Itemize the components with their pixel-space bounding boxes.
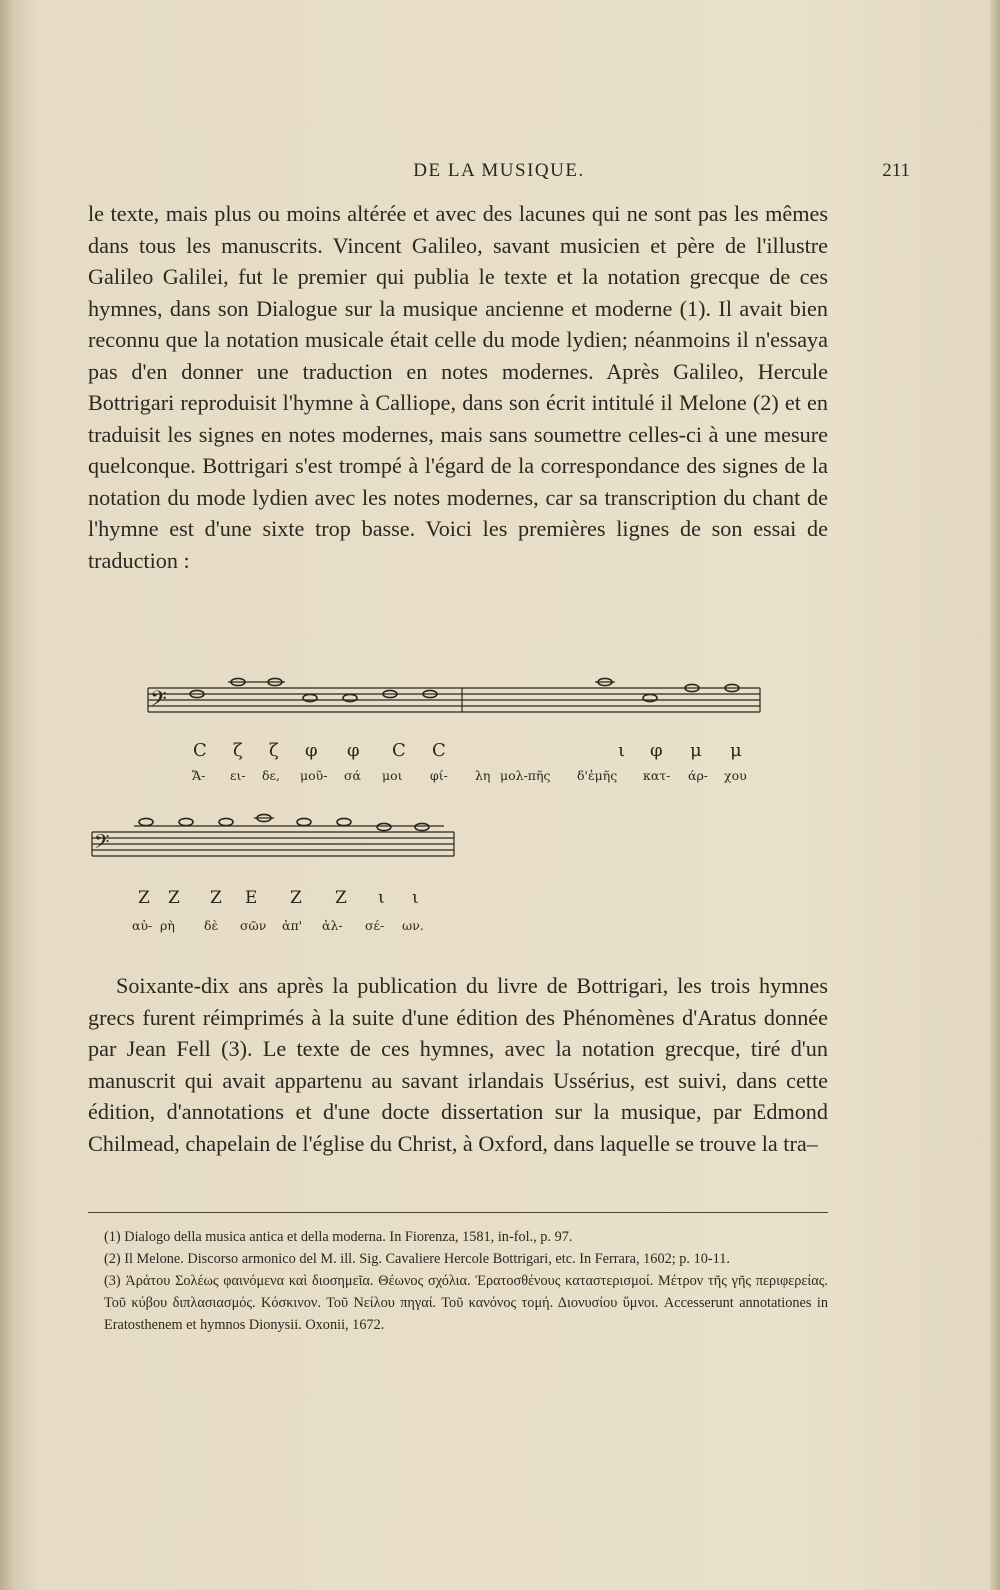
notation-sign: Z: [168, 888, 180, 908]
notation-signs-line-2: [0, 888, 1000, 910]
lyric-syllable: σέ-: [365, 918, 385, 933]
paragraph-1-text: le texte, mais plus ou moins altérée et avec des lacunes qui ne sont pas les mêmes dans tous les manuscrits. Vincent Galileo, savant musicien et père de l'illustre Galileo Galilei, fut le premier qui publia le texte et la notation grecque de ces hymnes, dans son Dialogue sur la musique ancienne et moderne (1). Il avait bien reconnu que la notation musicale était celle du mode lydien; néanmoins il n'essaya pas d'en donner une traduction en notes modernes. Après Galileo, Hercule Bottrigari reproduisit l'hymne à Calliope, dans son écrit intitulé il Melone (2) et en traduisit les signes en notes modernes, mais sans soumettre celles-ci à une mesure quelconque. Bottrigari s'est trompé à l'égard de la correspondance des signes de la notation du mode lydien avec les notes modernes, car sa transcription du chant de l'hymne est d'une sixte trop basse. Voici les premières lignes de son essai de traduction :: [88, 201, 828, 573]
lyric-syllable: ει-: [230, 768, 246, 783]
lyric-syllables-line-2: [0, 918, 1000, 936]
lyric-syllable: φί-: [430, 768, 448, 783]
notation-sign: ι: [412, 888, 419, 908]
notation-sign: φ: [650, 740, 663, 761]
notation-sign: φ: [305, 740, 318, 761]
lyric-syllables-line-1: [0, 768, 1000, 786]
notation-sign: Z: [335, 888, 347, 908]
lyric-syllable: σά: [344, 768, 361, 783]
lyric-syllable: μολ-πῆς: [500, 768, 551, 783]
notation-sign: C: [392, 740, 406, 761]
footnotes: [88, 1226, 828, 1336]
notation-sign: ζ: [233, 740, 243, 761]
lyric-syllable: ἀπ': [282, 918, 303, 933]
music-staff-2: [84, 808, 464, 868]
lyric-syllable: αὐ-: [132, 918, 153, 933]
music-staff-1: [140, 672, 770, 732]
notation-sign: φ: [347, 740, 360, 761]
bass-clef-icon: 𝄢: [150, 687, 167, 717]
notation-sign: Z: [138, 888, 150, 908]
notation-sign: Z: [290, 888, 302, 908]
footnote-1: (1) Dialogo della musica antica et della moderna. In Fiorenza, 1581, in-fol., p. 97.: [104, 1229, 573, 1245]
running-head: [88, 160, 910, 186]
notation-sign: Z: [210, 888, 222, 908]
notation-sign: ι: [378, 888, 385, 908]
lyric-syllable: άρ-: [688, 768, 709, 783]
notation-sign: μ: [730, 740, 742, 761]
footnote-divider: [88, 1212, 828, 1213]
lyric-syllable: μοι: [382, 768, 403, 783]
lyric-syllable: δ'ἐμῆς: [577, 768, 618, 783]
running-title: DE LA MUSIQUE.: [413, 160, 585, 181]
lyric-syllable: λη: [475, 768, 491, 783]
lyric-syllable: σῶν: [240, 918, 267, 933]
notation-sign: C: [193, 740, 207, 761]
lyric-syllable: ρὴ: [160, 918, 175, 933]
lyric-syllable: χου: [724, 768, 747, 783]
notation-signs-line-1: [0, 740, 1000, 762]
bass-clef-icon: 𝄢: [94, 830, 110, 858]
lyric-syllable: μοῦ-: [300, 768, 328, 783]
page-number: 211: [882, 160, 910, 181]
notation-sign: ι: [618, 740, 626, 761]
notation-sign: ζ: [269, 740, 279, 761]
footnote-2: (2) Il Melone. Discorso armonico del M. ill. Sig. Cavaliere Hercole Bottrigari, etc. In Ferrara, 1602; p. 10-11.: [104, 1251, 730, 1267]
notation-sign: E: [245, 888, 258, 908]
paragraph-1: [88, 198, 828, 576]
notation-sign: C: [432, 740, 446, 761]
lyric-syllable: ἀλ-: [322, 918, 343, 933]
paragraph-2-text: Soixante-dix ans après la publication du livre de Bottrigari, les trois hymnes grecs furent réimprimés à la suite d'une édition des Phénomènes d'Aratus donnée par Jean Fell (3). Le texte de ces hymnes, avec la notation grecque, tiré d'un manuscrit qui avait appartenu au savant irlandais Ussérius, est suivi, dans cette édition, d'annotations et d'une docte dissertation sur la musique, par Edmond Chilmead, chapelain de l'église du Christ, à Oxford, dans laquelle se trouve la tra–: [88, 973, 828, 1156]
lyric-syllable: δε,: [262, 768, 280, 783]
paragraph-2: [88, 970, 828, 1159]
lyric-syllable: κατ-: [643, 768, 671, 783]
page-edge-shadow: [990, 0, 1000, 1590]
lyric-syllable: ων.: [402, 918, 424, 933]
lyric-syllable: Ἄ-: [192, 768, 206, 783]
footnote-3: (3) Ἀράτου Σολέως φαινόμενα καὶ διοσημεῖα. Θέωνος σχόλια. Ἐρατοσθένους καταστερισμοί. Μέτρον τῆς γῆς περιφερείας. Τοῦ κύβου διπλασιασμός. Κόσκινον. Τοῦ Νείλου πηγαί. Τοῦ κανόνος τομή. Διονυσίου ὕμνοι. Accesserunt annotationes in Eratosthenem et hymnos Dionysii. Oxonii, 1672.: [104, 1273, 828, 1333]
lyric-syllable: δὲ: [204, 918, 219, 933]
notation-sign: μ: [690, 740, 702, 761]
